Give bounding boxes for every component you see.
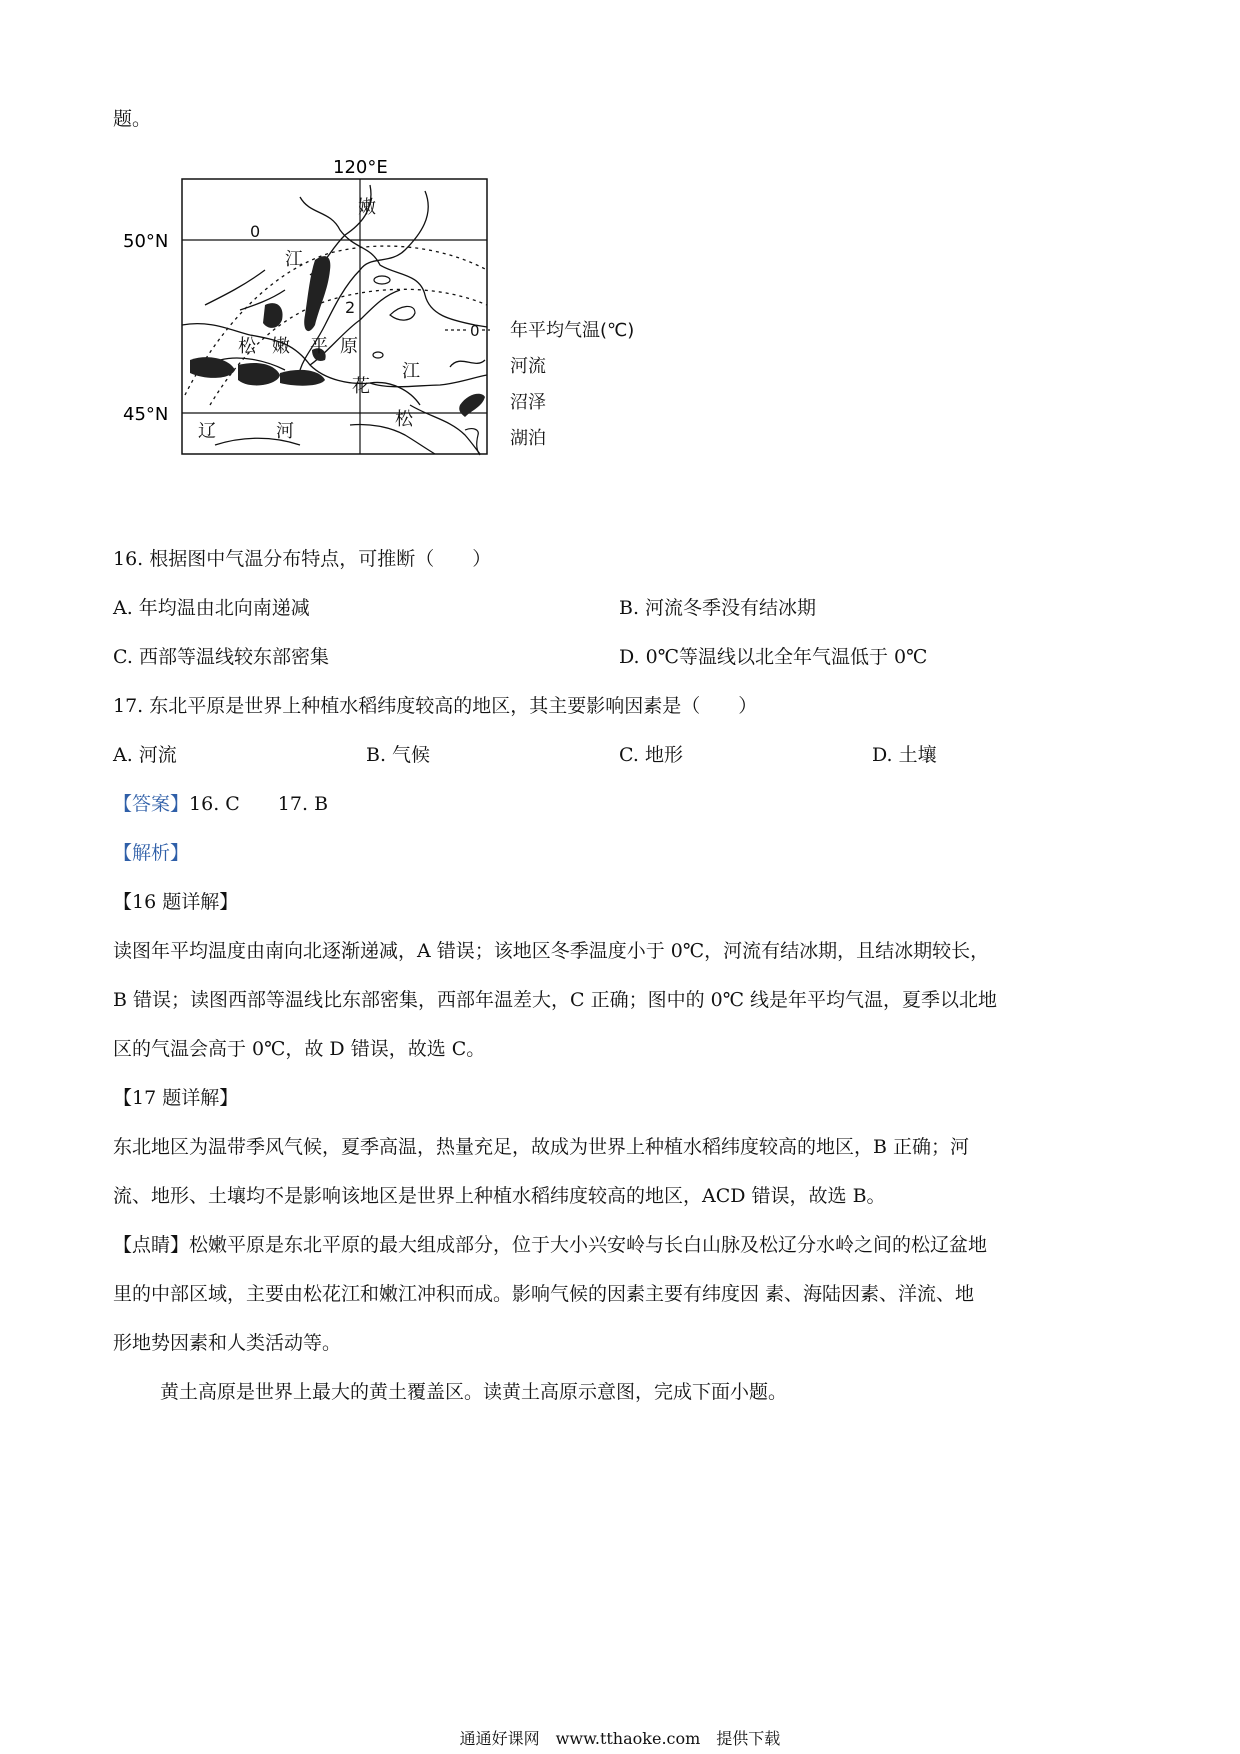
legend-isotherm-value: 0: [470, 322, 480, 340]
label-nen: 嫩: [358, 197, 376, 218]
label-ping: 平: [310, 336, 328, 357]
label-iso-0: 0: [250, 222, 261, 241]
q16-option-b: B. 河流冬季没有结冰期: [619, 597, 817, 619]
label-yuan: 原: [340, 336, 358, 357]
label-jiang: 江: [285, 249, 303, 270]
footer-source: 通通好课网 www.tthaoke.com 提供下载: [459, 1729, 781, 1748]
answer-text: 16. C 17. B: [189, 793, 329, 815]
legend-lake: 湖泊: [510, 428, 546, 449]
d17-title: 【17 题详解】: [113, 1087, 239, 1109]
swamp-4: [238, 363, 280, 385]
q16-option-c: C. 西部等温线较东部密集: [113, 646, 329, 668]
label-iso-2: 2: [345, 298, 356, 317]
swamp-3: [190, 357, 235, 378]
lat-45-label: 45°N: [123, 404, 169, 425]
q17-option-c: C. 地形: [619, 744, 683, 766]
q16-option-d: D. 0℃等温线以北全年气温低于 0℃: [619, 646, 928, 668]
d16-line-2: B 错误；读图西部等温线比东部密集，西部年温差大，C 正确；图中的 0℃ 线是年平均气温，夏季以北地: [113, 989, 998, 1011]
dianjing-line-3: 形地势因素和人类活动等。: [113, 1332, 342, 1354]
legend-river-symbol: [450, 360, 485, 367]
isotherms: [185, 246, 487, 405]
dianjing-line-2: 里的中部区域，主要由松花江和嫩江冲积而成。影响气候的因素主要有纬度因 素、海陆因素、洋流、地: [113, 1283, 975, 1305]
label-song2: 松: [395, 409, 413, 430]
swamp-1: [304, 256, 330, 331]
q17-option-b: B. 气候: [366, 744, 431, 766]
label-jiang2: 江: [402, 361, 420, 382]
songnen-plain-map: [120, 155, 720, 525]
dianjing-text-1: 松嫩平原是东北平原的最大组成部分，位于大小兴安岭与长白山脉及松辽分水岭之间的松辽盆地: [189, 1234, 988, 1256]
dianjing-line-1: [113, 1233, 987, 1257]
swamp-2: [263, 303, 283, 328]
dianjing-label: 【点睛】: [113, 1234, 190, 1256]
legend-swamp: 沼泽: [510, 392, 546, 413]
label-hua: 花: [352, 376, 370, 397]
lon-120-label: 120°E: [333, 157, 388, 178]
intro-tail: 题。: [113, 108, 152, 130]
d17-line-1: 东北地区为温带季风气候，夏季高温，热量充足，故成为世界上种植水稻纬度较高的地区，B 正确；河: [113, 1136, 970, 1158]
legend-lake-symbol: [465, 429, 480, 455]
legend: [445, 319, 634, 455]
lat-50-label: 50°N: [123, 231, 169, 252]
lake-1: [374, 276, 390, 284]
d16-title: 【16 题详解】: [113, 891, 239, 913]
river-trib-4: [205, 270, 265, 305]
q17-option-d: D. 土壤: [872, 744, 937, 766]
q16-option-a: A. 年均温由北向南递减: [113, 597, 310, 619]
lakes: [373, 276, 415, 358]
label-liao: 辽: [198, 421, 216, 442]
answer-row: [113, 792, 328, 816]
answer-label: 【答案】: [113, 793, 190, 815]
label-he: 河: [276, 421, 294, 442]
rivers: [182, 185, 487, 454]
swamps: [190, 256, 330, 386]
lake-2: [373, 352, 383, 358]
analysis-label: 【解析】: [113, 842, 190, 864]
label-song: 松: [238, 336, 256, 357]
d17-line-2: 流、地形、土壤均不是影响该地区是世界上种植水稻纬度较高的地区，ACD 错误，故选 B。: [113, 1185, 886, 1207]
label-nen2: 嫩: [272, 336, 290, 357]
q17-stem: 17. 东北平原是世界上种植水稻纬度较高的地区，其主要影响因素是（ ）: [113, 695, 758, 717]
legend-isotherm: 年平均气温(℃): [510, 320, 635, 341]
next-section-intro: 黄土高原是世界上最大的黄土覆盖区。读黄土高原示意图，完成下面小题。: [160, 1381, 788, 1403]
d16-line-1: 读图年平均温度由南向北逐渐递减，A 错误；该地区冬季温度小于 0℃，河流有结冰期，且结冰期较长，: [113, 940, 990, 962]
d16-line-3: 区的气温会高于 0℃，故 D 错误，故选 C。: [113, 1038, 486, 1060]
lake-3: [390, 306, 415, 320]
q16-stem: 16. 根据图中气温分布特点，可推断（ ）: [113, 548, 492, 570]
river-songhua: [370, 375, 487, 387]
legend-river: 河流: [510, 356, 546, 377]
q17-option-a: A. 河流: [113, 744, 177, 766]
river-liao-1: [350, 424, 435, 454]
